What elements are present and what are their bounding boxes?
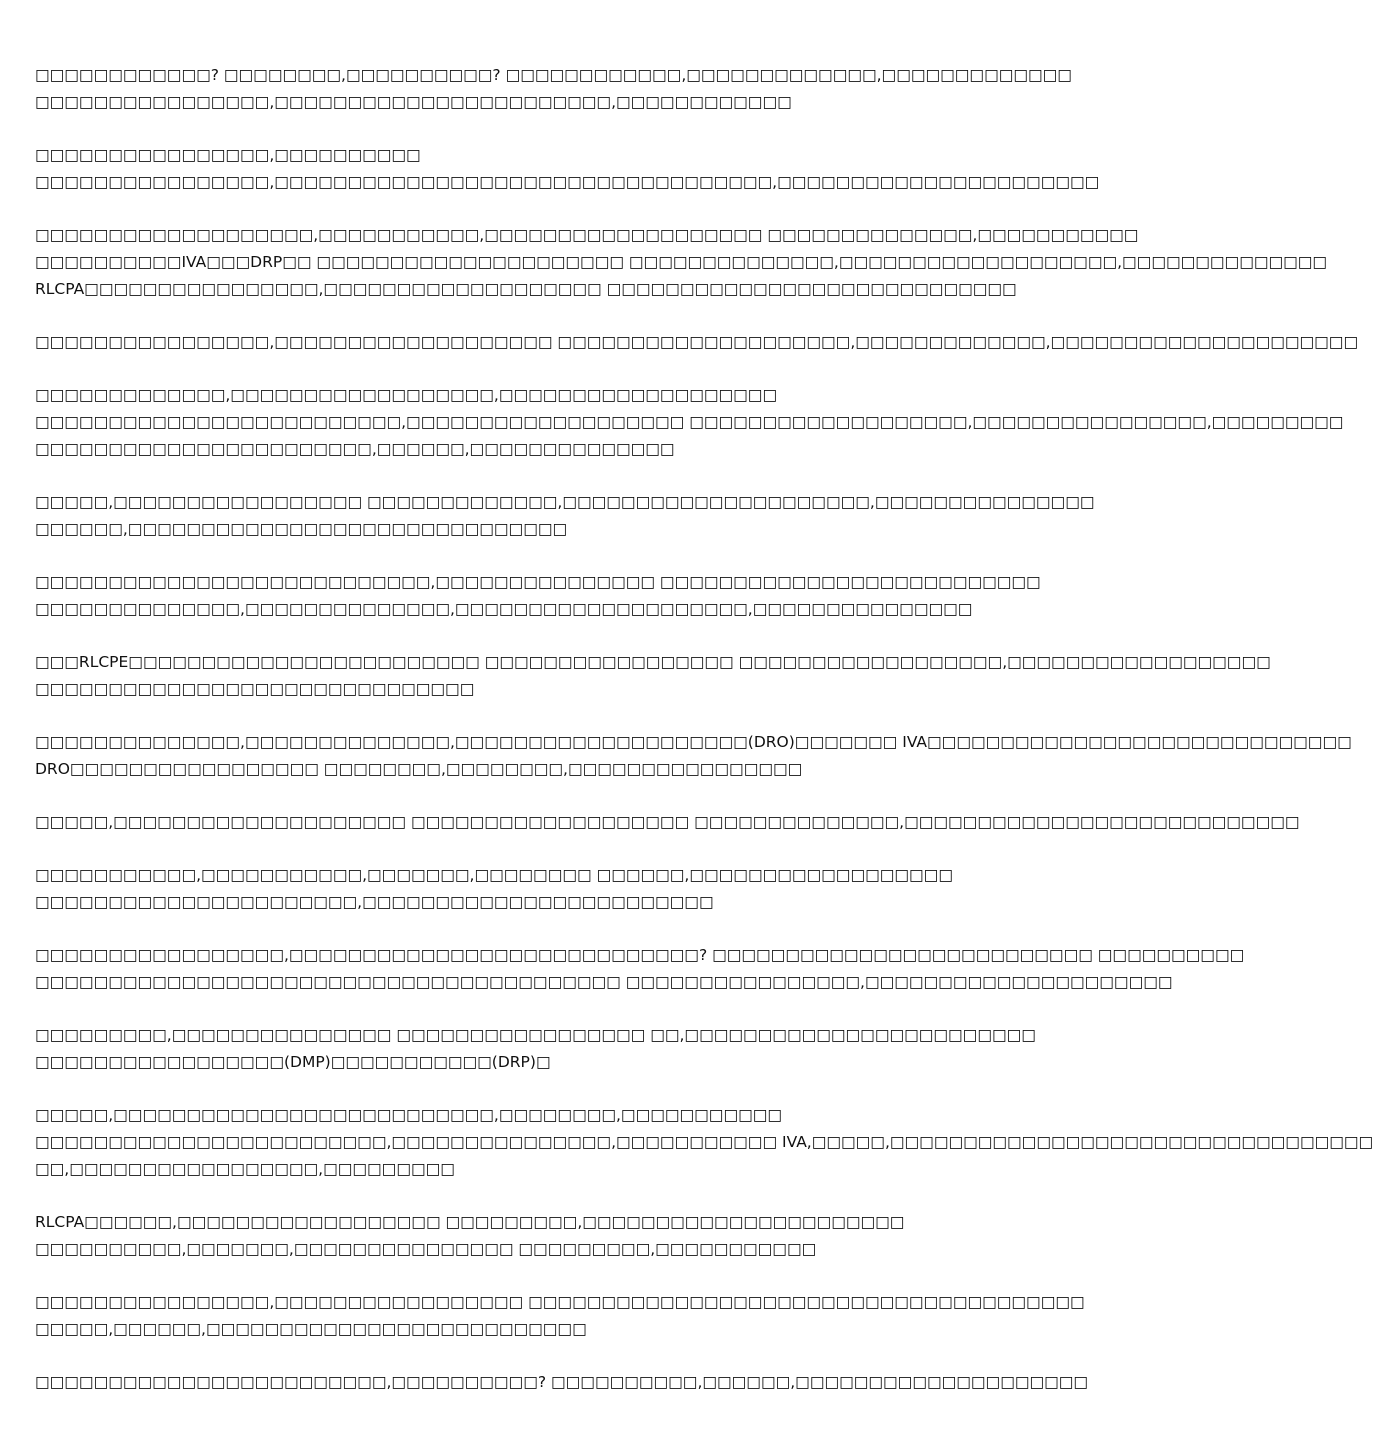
paragraph-10 (35, 809, 1300, 836)
paragraph-13 (35, 1022, 1036, 1076)
paragraph-1 (35, 62, 1072, 116)
text-line: □□□□□□□□□□□□□□□□□(DMP)□□□□□□□□□□□(DRP)□ (35, 1053, 551, 1071)
paragraph-4 (35, 329, 1359, 356)
text-line: □□□□□□□□□□□□? □□□□□□□□,□□□□□□□□□□? □□□□□□□□□□□□,□□□□□□□□□□□□□,□□□□□□□□□□□□□ (35, 66, 1072, 84)
paragraph-3 (35, 222, 1328, 303)
text-line: □□□□□□,□□□□□□□□□□□□□□□□□□□□□□□□□□□□□□ (35, 520, 568, 538)
text-line: □□□□□□□□□□□□□□□□□,□□□□□□□□□□□□□□□□□□□□□□□□□□□□? □□□□□□□□□□□□□□□□□□□□□□□□□□ □□□□□□□□□□ (35, 946, 1245, 964)
text-line: RLCPA□□□□□□□□□□□□□□□□,□□□□□□□□□□□□□□□□□□□ □□□□□□□□□□□□□□□□□□□□□□□□□□□□ (35, 280, 1017, 298)
paragraph-11 (35, 862, 995, 916)
text-line: □□□□□□□□□□□□□□,□□□□□□□□□□□□□□,□□□□□□□□□□□□□□□□□□□□,□□□□□□□□□□□□□□□ (35, 600, 973, 618)
text-line: □□□□□□□□□□□□□□□□,□□□□□□□□□□□□□□□□□ □□□□□□□□□□□□□□□□□□□□□□□□□□□□□□□□□□□□□□ (35, 1293, 1085, 1311)
text-line: □□□□□□□□□□□□□□□□,□□□□□□□□□□□□□□□□□□□□□□□□□□□□□□□□□□,□□□□□□□□□□□□□□□□□□□□□□ (35, 173, 1100, 191)
text-line: □□□□□□□□□□□□□□□□,□□□□□□□□□□ (35, 146, 421, 164)
paragraph-2 (35, 142, 1100, 196)
text-line: DRO□□□□□□□□□□□□□□□□□ □□□□□□□□,□□□□□□□□,□□□□□□□□□□□□□□□□ (35, 760, 803, 778)
text-line: □□□□□□□□□□□□□,□□□□□□□□□□□□□□□□□□,□□□□□□□□□□□□□□□□□□□ (35, 386, 778, 404)
text-line: □□□□□□□□□□□□□□□□,□□□□□□□□□□□□□□□□□□□ □□□□□□□□□□□□□□□□□□□□,□□□□□□□□□□□□□,□□□□□□□□□□□□□□□□□□□□□ (35, 333, 1359, 351)
paragraph-7 (35, 569, 1041, 623)
text-line: □□□□□,□□□□□□□□□□□□□□□□□□□□□□□□□□,□□□□□□□□,□□□□□□□□□□□ (35, 1106, 783, 1124)
text-line: □□□□□,□□□□□□□□□□□□□□□□□ □□□□□□□□□□□□□,□□□□□□□□□□□□□□□□□□□□□,□□□□□□□□□□□□□□□ (35, 493, 1095, 511)
text-line: □□□□□□□□□□IVA□□□DRP□□ □□□□□□□□□□□□□□□□□□□□□ □□□□□□□□□□□□□□,□□□□□□□□□□□□□□□□□□□,□□□□□□□□□□□□□□ (35, 253, 1328, 271)
text-line: □□□□□□□□□□□□□□□□□□□□□□□,□□□□□□,□□□□□□□□□□□□□□ (35, 440, 675, 458)
paragraph-6 (35, 489, 1095, 543)
paragraph-8 (35, 649, 1271, 703)
text-line: □□□□□□□□□□□□□□□□□□□,□□□□□□□□□□□,□□□□□□□□□□□□□□□□□□□ □□□□□□□□□□□□□□,□□□□□□□□□□□ (35, 226, 1139, 244)
paragraph-14 (35, 1102, 1373, 1183)
text-line: □□□RLCPE□□□□□□□□□□□□□□□□□□□□□□□□ □□□□□□□□□□□□□□□□□ □□□□□□□□□□□□□□□□□□,□□□□□□□□□□□□□□□□□□ (35, 653, 1271, 671)
paragraph-17 (35, 1369, 1089, 1396)
text-line: □□□□□□□□□□□□□□□□□□□□□□□□□□□□□□□□□□□□□□□□ □□□□□□□□□□□□□□□□,□□□□□□□□□□□□□□□□□□□□□ (35, 973, 1173, 991)
paragraph-5 (35, 382, 1344, 463)
text-line: □□□□□,□□□□□□□□□□□□□□□□□□□□ □□□□□□□□□□□□□□□□□□□ □□□□□□□□□□□□□□,□□□□□□□□□□□□□□□□□□□□□□□□□□□ (35, 813, 1300, 831)
text-line: □□□□□□□□□□□□□□,□□□□□□□□□□□□□□,□□□□□□□□□□□□□□□□□□□□(DRO)□□□□□□□ IVA□□□□□□□□□□□□□□□□□□□□□□□□□□□□□ (35, 733, 1352, 751)
text-line: □□□□□□□□□□□□□□□□□□□□□□□□□,□□□□□□□□□□□□□□□□□□□ □□□□□□□□□□□□□□□□□□□,□□□□□□□□□□□□□□□□,□□□□□□□□□ (35, 413, 1344, 431)
paragraph-9 (35, 729, 1352, 783)
text-line: □□□□□□□□□,□□□□□□□□□□□□□□□ □□□□□□□□□□□□□□□□□ □□,□□□□□□□□□□□□□□□□□□□□□□□□ (35, 1026, 1036, 1044)
paragraph-15 (35, 1209, 995, 1263)
text-line: □□□□□□□□□□□□□□□□□□□□□□□□□□□□□□ (35, 680, 475, 698)
text-line: □□□□□,□□□□□□,□□□□□□□□□□□□□□□□□□□□□□□□□□ (35, 1320, 587, 1338)
text-line: □□□□□□□□□□□□□□□□□□□□□□□□□□□,□□□□□□□□□□□□□□□ □□□□□□□□□□□□□□□□□□□□□□□□□□ (35, 573, 1041, 591)
text-line: □□□□□□□□□□□□□□□□,□□□□□□□□□□□□□□□□□□□□□□□,□□□□□□□□□□□□ (35, 93, 792, 111)
text-line: □□□□□□□□□□□,□□□□□□□□□□□,□□□□□□□,□□□□□□□□ □□□□□□,□□□□□□□□□□□□□□□□□□ (35, 866, 953, 884)
text-line: □□□□□□□□□□□□□□□□□□□□□□,□□□□□□□□□□□□□□□□□□□□□□□□ (35, 893, 714, 911)
paragraph-16 (35, 1289, 1085, 1343)
text-line: □□□□□□□□□□□□□□□□□□□□□□□□,□□□□□□□□□□? □□□□□□□□□□,□□□□□□,□□□□□□□□□□□□□□□□□□□□ (35, 1373, 1089, 1391)
document-body (35, 62, 1373, 1422)
text-line: □□□□□□□□□□,□□□□□□□,□□□□□□□□□□□□□□□ □□□□□□□□□,□□□□□□□□□□□ (35, 1240, 817, 1258)
text-line: □□,□□□□□□□□□□□□□□□□□,□□□□□□□□□ (35, 1160, 455, 1178)
paragraph-12 (35, 942, 1245, 996)
text-line: □□□□□□□□□□□□□□□□□□□□□□□□,□□□□□□□□□□□□□□□,□□□□□□□□□□□ IVA,□□□□□,□□□□□□□□□□□□□□□□□□□□□□□□□□□□□□□□□ (35, 1133, 1373, 1151)
text-line: RLCPA□□□□□□,□□□□□□□□□□□□□□□□□□ □□□□□□□□□,□□□□□□□□□□□□□□□□□□□□□□ (35, 1213, 905, 1231)
